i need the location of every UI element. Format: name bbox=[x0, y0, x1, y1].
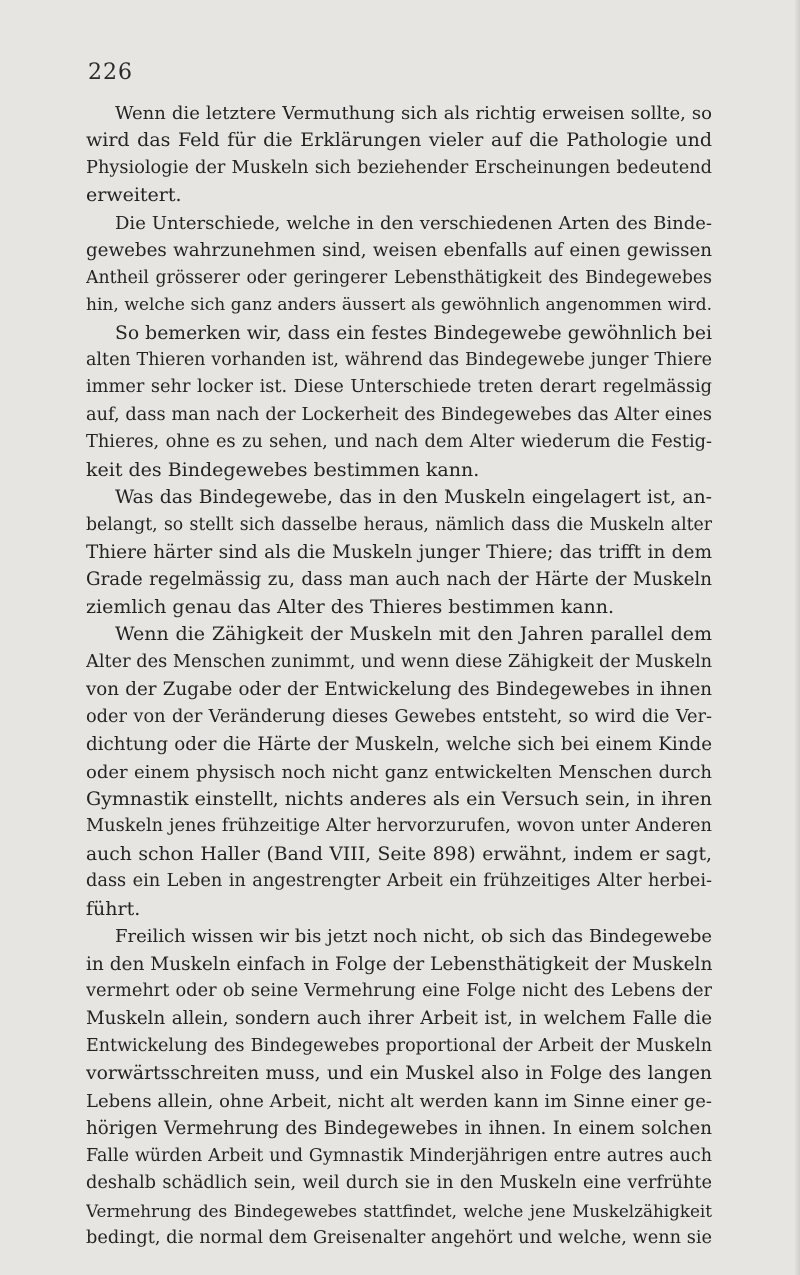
text-line: Thiere härter sind als die Muskeln junger Thiere; das trifft in dem bbox=[86, 542, 712, 563]
text-line: gewebes wahrzunehmen sind, weisen ebenfalls auf einen gewissen bbox=[86, 240, 712, 262]
text-line: Gymnastik einstellt, nichts anderes als ein Versuch sein, in ihren bbox=[86, 787, 712, 810]
text-line: Grade regelmässig zu, dass man auch nach der Härte der Muskeln bbox=[86, 569, 712, 591]
text-line: vorwärtsschreiten muss, und ein Muskel also in Folge des langen bbox=[86, 1063, 712, 1085]
text-line: Freilich wissen wir bis jetzt noch nicht, ob sich das Bindegewebe bbox=[115, 926, 712, 948]
text-line: belangt, so stellt sich dasselbe heraus, nämlich dass die Muskeln alter bbox=[86, 514, 712, 535]
text-line: bedingt, die normal dem Greisenalter angehört und welche, wenn sie bbox=[86, 1227, 712, 1248]
text-line: in den Muskeln einfach in Folge der Lebensthätigkeit der Muskeln bbox=[86, 953, 712, 975]
text-line: Muskeln allein, sondern auch ihrer Arbeit ist, in welchem Falle die bbox=[86, 1008, 712, 1030]
text-line: Thieres, ohne es zu sehen, und nach dem Alter wiederum die Festig- bbox=[86, 432, 712, 453]
text-line: Die Unterschiede, welche in den verschiedenen Arten des Binde- bbox=[115, 212, 712, 234]
text-line: hin, welche sich ganz anders äussert als gewöhnlich angenommen wird. bbox=[86, 295, 712, 316]
text-line: Antheil grösserer oder geringerer Lebensthätigkeit des Bindegewebes bbox=[86, 267, 712, 288]
text-line: Muskeln jenes frühzeitige Alter hervorzurufen, wovon unter Anderen bbox=[86, 816, 712, 837]
text-line: Wenn die letztere Vermuthung sich als richtig erweisen sollte, so bbox=[115, 103, 712, 124]
text-line: Physiologie der Muskeln sich beziehender Erscheinungen bedeutend bbox=[86, 157, 712, 178]
text-line: von der Zugabe oder der Entwickelung des Bindegewebes in ihnen bbox=[86, 679, 712, 701]
text-line: ziemlich genau das Alter des Thieres bestimmen kann. bbox=[86, 595, 615, 618]
text-line: führt. bbox=[86, 897, 141, 920]
text-line: oder einem physisch noch nicht ganz entwickelten Menschen durch bbox=[86, 761, 712, 783]
text-line: Falle würden Arbeit und Gymnastik Minderjährigen entre autres auch bbox=[86, 1145, 712, 1166]
text-line: wird das Feld für die Erklärungen vieler auf die Pathologie und bbox=[86, 129, 712, 152]
text-line: dichtung oder die Härte der Muskeln, welche sich bei einem Kinde bbox=[86, 734, 712, 756]
page-number: 226 bbox=[88, 60, 133, 85]
text-line: Wenn die Zähigkeit der Muskeln mit den Jahren parallel dem bbox=[115, 623, 712, 646]
text-line: auch schon Haller (Band VIII, Seite 898) erwähnt, indem er sagt, bbox=[86, 843, 712, 865]
text-line: erweitert. bbox=[86, 184, 182, 207]
text-line: dass ein Leben in angestrengter Arbeit ein frühzeitiges Alter herbei- bbox=[86, 871, 712, 892]
text-line: hörigen Vermehrung des Bindegewebes in ihnen. In einem solchen bbox=[86, 1118, 712, 1140]
text-line: deshalb schädlich sein, weil durch sie in den Muskeln eine verfrühte bbox=[86, 1173, 712, 1194]
page-edge-shadow bbox=[794, 0, 800, 1275]
text-line: Alter des Menschen zunimmt, und wenn diese Zähigkeit der Muskeln bbox=[86, 651, 712, 672]
text-line: oder von der Veränderung dieses Gewebes entsteht, so wird die Ver- bbox=[86, 706, 712, 727]
text-line: immer sehr locker ist. Diese Unterschiede treten derart regelmässig bbox=[86, 377, 712, 398]
text-line: So bemerken wir, dass ein festes Bindegewebe gewöhnlich bei bbox=[115, 322, 712, 344]
text-line: Was das Bindegewebe, das in den Muskeln eingelagert ist, an- bbox=[115, 487, 712, 509]
text-line: auf, dass man nach der Lockerheit des Bindegewebes das Alter eines bbox=[86, 404, 712, 425]
body-text bbox=[86, 100, 712, 1252]
text-line: Vermehrung des Bindegewebes stattfindet, welche jene Muskelzähigkeit bbox=[86, 1200, 712, 1221]
text-line: alten Thieren vorhanden ist, während das Bindegewebe junger Thiere bbox=[86, 349, 712, 370]
text-line: keit des Bindegewebes bestimmen kann. bbox=[86, 458, 480, 481]
text-line: Lebens allein, ohne Arbeit, nicht alt werden kann im Sinne einer ge- bbox=[86, 1090, 712, 1112]
text-line: Entwickelung des Bindegewebes proportional der Arbeit der Muskeln bbox=[86, 1035, 712, 1056]
text-line: vermehrt oder ob seine Vermehrung eine Folge nicht des Lebens der bbox=[86, 981, 712, 1001]
